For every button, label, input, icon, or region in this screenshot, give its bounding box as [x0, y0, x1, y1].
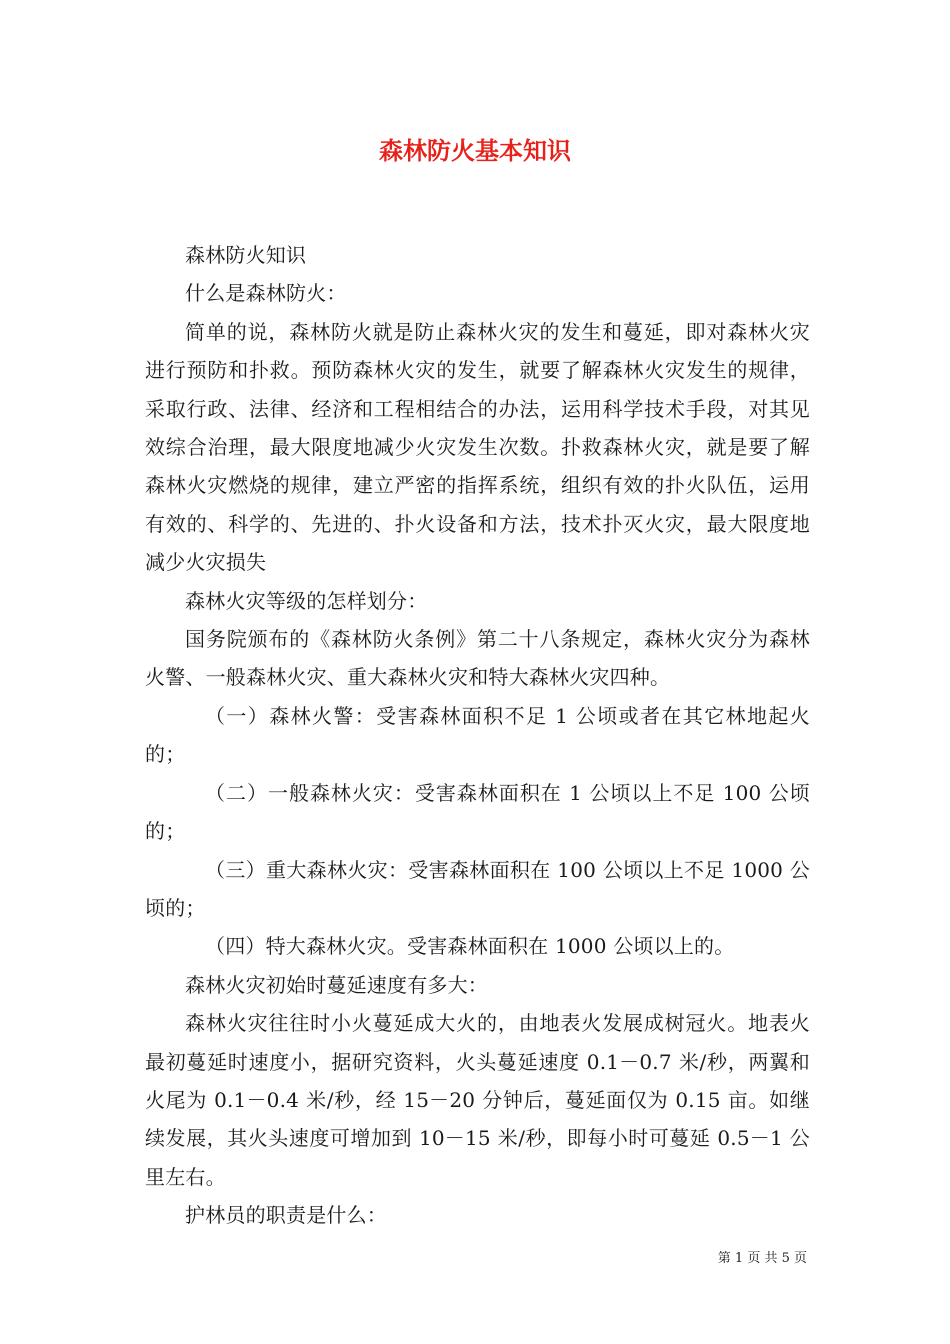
paragraph-question-levels: 森林火灾等级的怎样划分：: [185, 588, 428, 613]
paragraph-question-ranger: 护林员的职责是什么：: [185, 1203, 387, 1228]
list-item-level-1: （一）森林火警：受害森林面积不足 1 公顷或者在其它林地起火的；: [145, 703, 810, 767]
page-title: 森林防火基本知识: [379, 136, 571, 165]
paragraph-heading-knowledge: 森林防火知识: [185, 243, 307, 267]
page-number: 第 1 页 共 5 页: [717, 1251, 807, 1266]
list-item-level-3: （三）重大森林火灾：受害森林面积在 100 公顷以上不足 1000 公顷的；: [145, 857, 810, 920]
paragraph-speed-answer: 森林火灾往往时小火蔓延成大火的，由地表火发展成树冠火。地表火最初蔓延时速度小，据研究资料，火头蔓延速度 0.1－0.7 米/秒，两翼和火尾为 0.1－0.4 米/秒，经 15－20 分钟后，蔓延面仅为 0.15 亩。如继续发展，其火头速度可增加到 10－15 米/秒，即每小时可蔓延 0.5－1 公里左右。: [145, 1011, 810, 1189]
paragraph-question-what-is: 什么是森林防火：: [185, 281, 347, 306]
list-item-level-4: （四）特大森林火灾。受害森林面积在 1000 公顷以上的。: [205, 934, 735, 959]
paragraph-question-speed: 森林火灾初始时蔓延速度有多大：: [185, 972, 488, 997]
list-item-level-2: （二）一般森林火灾：受害森林面积在 1 公顷以上不足 100 公顷的；: [145, 780, 810, 844]
paragraph-definition: 简单的说，森林防火就是防止森林火灾的发生和蔓延，即对森林火灾进行预防和扑救。预防森林火灾的发生，就要了解森林火灾发生的规律，采取行政、法律、经济和工程相结合的办法，运用科学技术手段，对其见效综合治理，最大限度地减少火灾发生次数。扑救森林火灾，就是要了解森林火灾燃烧的规律，建立严密的指挥系统，组织有效的扑火队伍，运用有效的、科学的、先进的、扑火设备和方法，技术扑灭火灾，最大限度地减少火灾损失: [145, 319, 810, 575]
document-body: [145, 236, 810, 1235]
paragraph-regulation: 国务院颁布的《森林防火条例》第二十八条规定，森林火灾分为森林火警、一般森林火灾、重大森林火灾和特大森林火灾四种。: [145, 627, 810, 690]
